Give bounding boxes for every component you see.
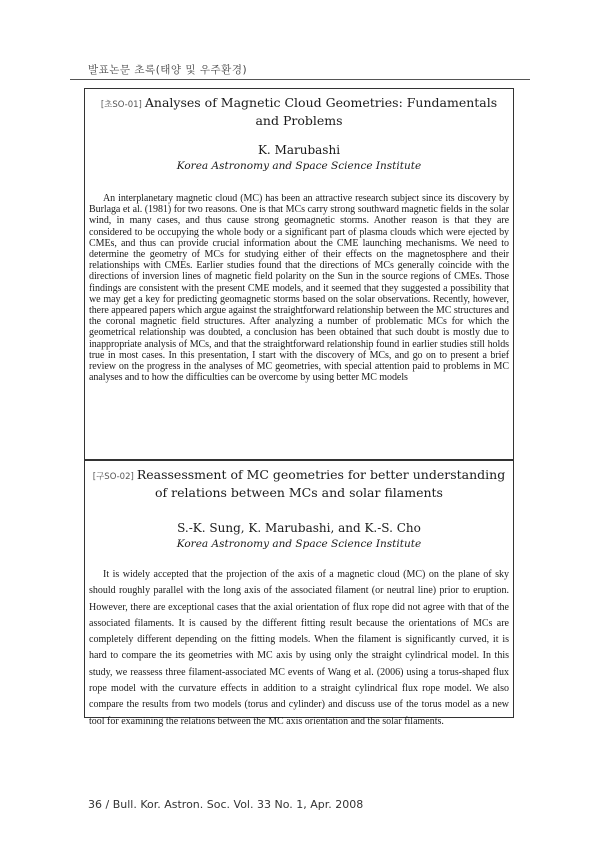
paper-affiliation-2: Korea Astronomy and Space Science Institute (176, 538, 422, 550)
paper-title-1 (91, 95, 507, 129)
header-rule (70, 79, 530, 80)
paper-title-2 (91, 467, 507, 501)
running-head: 발표논문 초록(태양 및 우주환경) (88, 64, 248, 76)
page-footer: 36 / Bull. Kor. Astron. Soc. Vol. 33 No. 1, Apr. 2008 (88, 798, 364, 811)
abstract-box-2 (84, 460, 514, 727)
paper-code-1: [초SO-01] (100, 100, 142, 110)
paper-authors-1: K. Marubashi (257, 143, 341, 157)
paper-authors-2: S.-K. Sung, K. Marubashi, and K.-S. Cho (177, 521, 421, 535)
abstract-box-1 (84, 88, 514, 460)
paper-title-text-1: Analyses of Magnetic Cloud Geometries: Fundamentals and Problems (144, 95, 498, 128)
paper-abstract-2: It is widely accepted that the projection of the axis of a magnetic cloud (MC) on the plane of sky should roughly parallel with the long axis of the associated filament (or neutral line) prior to eruption. However, there are exceptional cases that the axial orientation of flux rope did not agree with that of the associated filaments. It is caused by the different fitting result because the orientations of MCs are completely different depending on the fitting models. When the filament is significantly curved, it is hard to compare the its geometries with MC axis by using only the straight cylindrical model. In this study, we reassess three filament-associated MC events of Wang et al. (2006) using a torus-shaped flux rope model with the curvature effects in addition to a straight cylindrical flux rope model. We also compare the results from two models (torus and cylinder) and discuss use of the torus model as a new tool for examining the relations between the MC axis orientation and the solar filaments. (89, 569, 509, 727)
paper-abstract-1: An interplanetary magnetic cloud (MC) has been an attractive research subject since its discovery by Burlaga et al. (1981) for two reasons. One is that MCs carry strong southward magnetic fields in the solar wind, in many cases, and thus cause strong geomagnetic storms. Another reason is that they are considered to be occupying the whole body or a significant part of plasma clouds which were ejected by CMEs, and thus can provide crucial information about the CME launching mechanisms. We need to determine the geometry of MCs for studying either of their effects on the magnetosphere and their relationships with CMEs. Earlier studies found that the directions of MCs generally coincide with the directions of inversion lines of magnetic field polarity on the Sun in the source regions of CMEs. Those findings are consistent with the present CME models, and it seemed that they suggested a possibility that we may get a key for predicting geomagnetic storms based on the solar observations. Recently, however, there appeared papers which argue against the straightforward relationship between the MC structures and the coronal magnetic field structures. After analyzing a number of problematic MCs for which the geometrical relationship was doubted, a conclusion has been obtained that such doubt is mostly due to inappropriate analysis of MCs, and that the straightforward relationship found in earlier studies still holds true in most cases. In this presentation, I start with the discovery of MCs, and go on to present a brief review on the progress in the analyses of MC geometries, with special attention paid to problems in MC analyses and to how the difficulties can be overcome by using better MC models (89, 193, 509, 384)
paper-code-2: [구SO-02] (92, 472, 134, 482)
paper-title-text-2: Reassessment of MC geometries for better understanding of relations between MCs and solar filaments (136, 467, 506, 500)
paper-affiliation-1: Korea Astronomy and Space Science Institute (176, 160, 422, 172)
